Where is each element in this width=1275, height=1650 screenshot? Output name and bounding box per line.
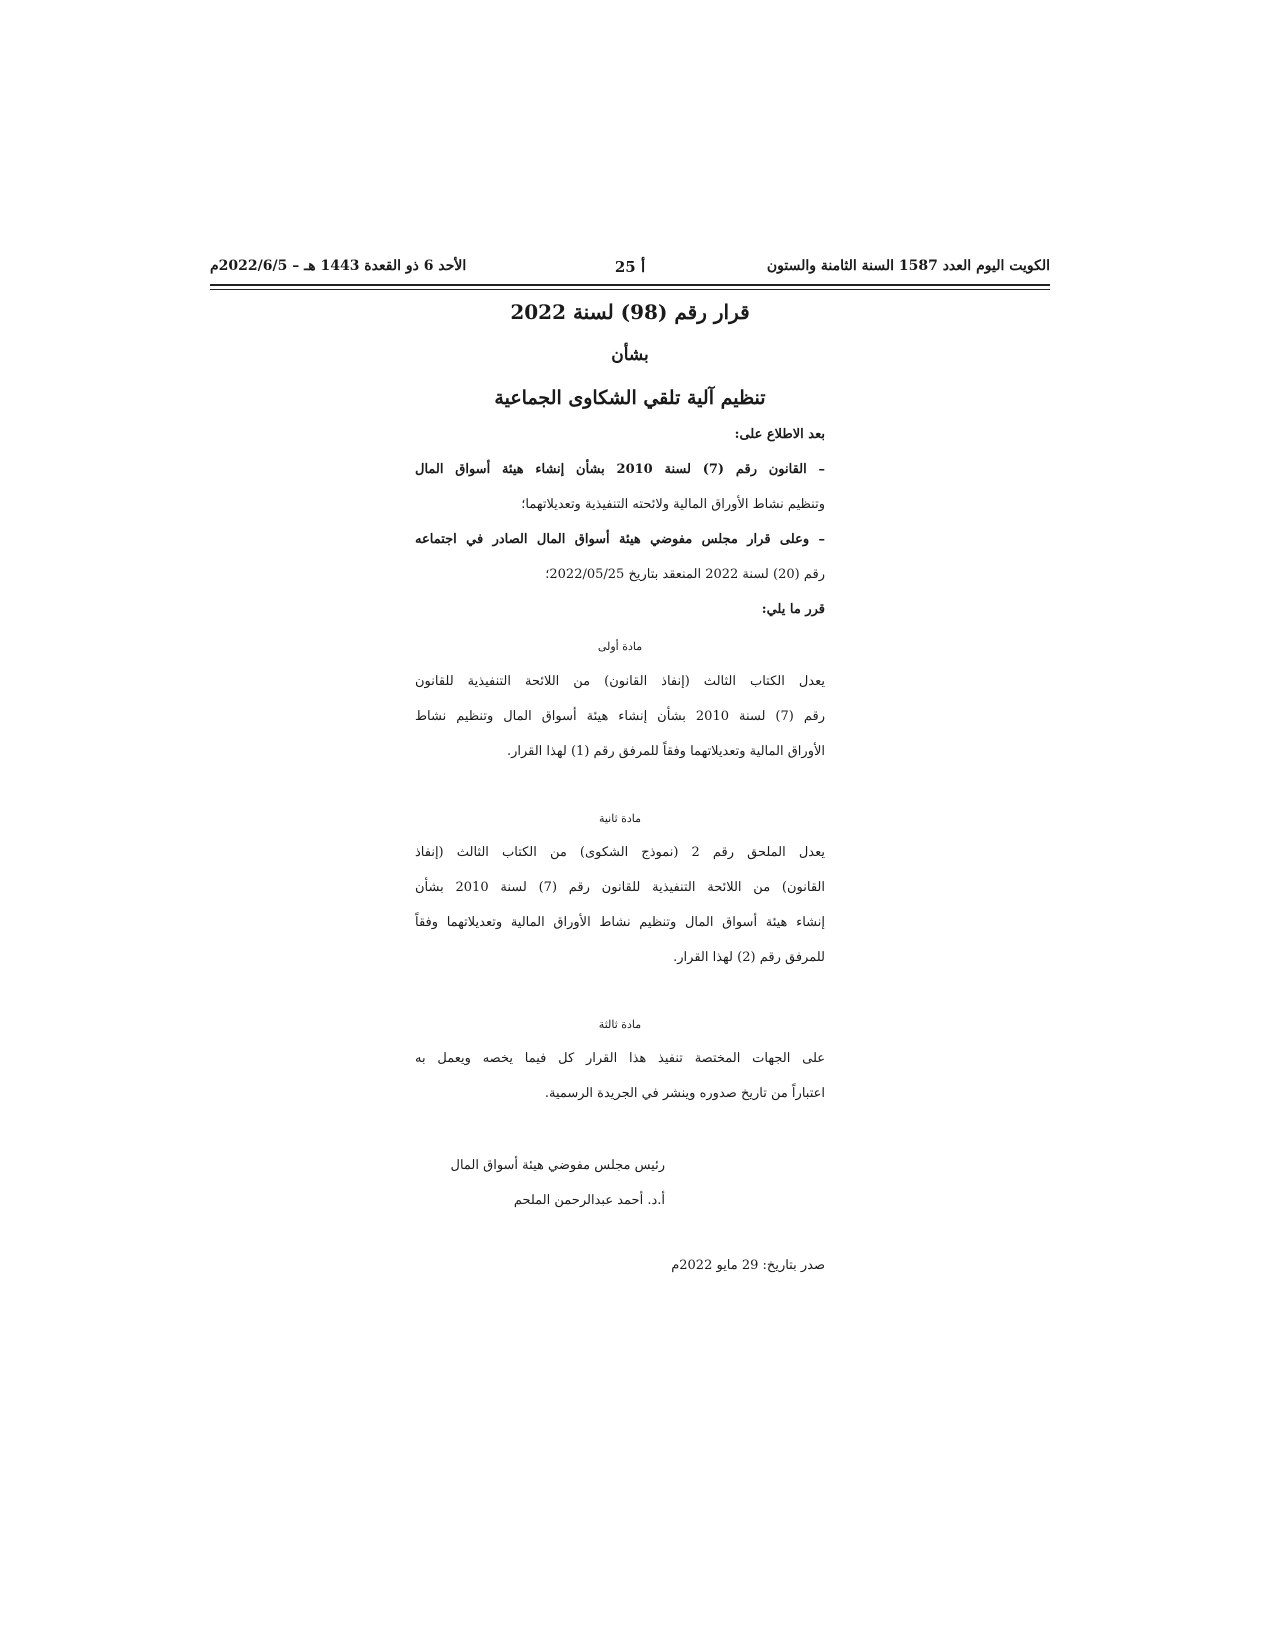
decision-regarding: بشأن bbox=[611, 345, 649, 365]
article-2-line-4: للمرفق رقم (2) لهذا القرار. bbox=[673, 950, 825, 965]
article-1-line-1: يعدل الكتاب الثالث (إنفاذ القانون) من اللائحة التنفيذية للقانون bbox=[415, 674, 825, 689]
article-2-line-1: يعدل الملحق رقم 2 (نموذج الشكوى) من الكتاب الثالث (إنفاذ bbox=[415, 845, 825, 860]
preamble-decided: قرر ما يلي: bbox=[761, 602, 825, 617]
issued-date: صدر بتاريخ: 29 مايو 2022م bbox=[671, 1258, 825, 1273]
signatory-name: أ.د. أحمد عبدالرحمن الملحم bbox=[513, 1193, 665, 1208]
preamble-item1-line2: وتنظيم نشاط الأوراق المالية ولائحته التنفيذية وتعديلاتهما؛ bbox=[521, 497, 825, 512]
header-page-number: أ 25 bbox=[614, 258, 646, 276]
preamble-item2-line1: – وعلى قرار مجلس مفوضي هيئة أسواق المال الصادر في اجتماعه bbox=[415, 532, 825, 547]
article-3-heading: مادة ثالثة bbox=[598, 1018, 642, 1031]
preamble-intro: بعد الاطلاع على: bbox=[734, 427, 825, 442]
article-3-line-1: على الجهات المختصة تنفيذ هذا القرار كل فيما يخصه ويعمل به bbox=[415, 1051, 825, 1066]
article-2-line-2: القانون) من اللائحة التنفيذية للقانون رقم (7) لسنة 2010 بشأن bbox=[415, 880, 825, 895]
header-issue: الكويت اليوم العدد 1587 السنة الثامنة والستون bbox=[766, 258, 1050, 274]
article-1-line-2: رقم (7) لسنة 2010 بشأن إنشاء هيئة أسواق المال وتنظيم نشاط bbox=[415, 709, 826, 724]
article-3-line-2: اعتباراً من تاريخ صدوره وينشر في الجريدة الرسمية. bbox=[544, 1086, 825, 1101]
article-2-heading: مادة ثانية bbox=[598, 812, 642, 825]
article-2-line-3: إنشاء هيئة أسواق المال وتنظيم نشاط الأوراق المالية وتعديلاتهما وفقاً bbox=[415, 915, 825, 930]
preamble-item2-line2: رقم (20) لسنة 2022 المنعقد بتاريخ 2022/05/25؛ bbox=[545, 567, 825, 582]
signatory-title: رئيس مجلس مفوضي هيئة أسواق المال bbox=[450, 1158, 665, 1173]
article-1-line-3: الأوراق المالية وتعديلاتهما وفقاً للمرفق رقم (1) لهذا القرار. bbox=[506, 744, 825, 759]
preamble-item1-line1: – القانون رقم (7) لسنة 2010 بشأن إنشاء هيئة أسواق المال bbox=[415, 462, 826, 477]
decision-subject: تنظيم آلية تلقي الشكاوى الجماعية bbox=[494, 387, 766, 409]
body-column bbox=[415, 0, 825, 1650]
header-date: الأحد 6 ذو القعدة 1443 هـ – 2022/6/5م bbox=[210, 258, 467, 274]
article-1-heading: مادة أولى bbox=[597, 640, 643, 653]
decision-title: قرار رقم (98) لسنة 2022 bbox=[510, 300, 750, 324]
